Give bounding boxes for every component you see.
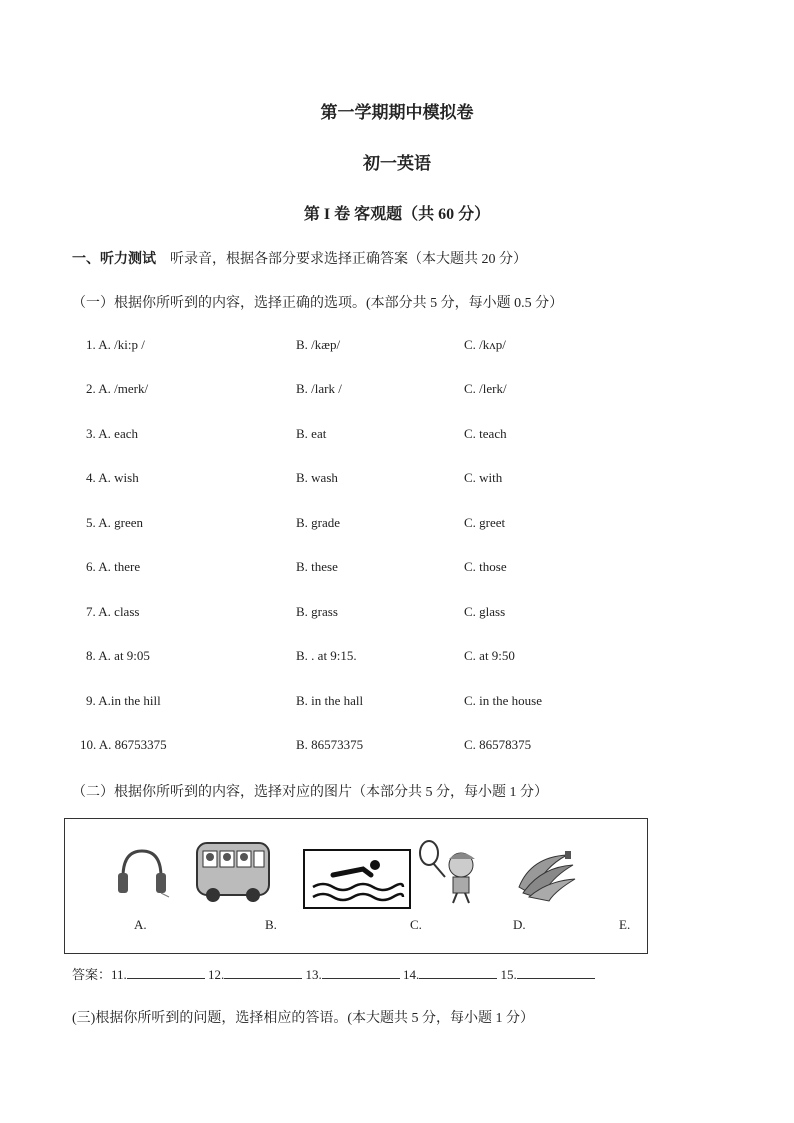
option-a: 10. A. 86753375: [80, 737, 167, 752]
option-a: 6. A. there: [86, 559, 141, 574]
bananas-icon: [511, 847, 579, 903]
tennis-player-icon: [411, 839, 493, 905]
option-b: B. eat: [296, 426, 327, 441]
option-b: B. these: [296, 559, 338, 574]
answer-num: 12.: [208, 967, 225, 982]
section1-heading-bold: 一、听力测试: [72, 252, 156, 267]
picture-label-c: C.: [410, 917, 422, 932]
option-a: 2. A. /merk/: [86, 381, 149, 396]
option-a: 8. A. at 9:05: [86, 648, 150, 663]
school-bus-icon: [193, 837, 273, 905]
option-c: C. greet: [464, 515, 506, 530]
answer-blank[interactable]: [322, 966, 400, 979]
picture-label-b: B.: [265, 917, 277, 932]
option-b: B. /lark /: [296, 381, 342, 396]
exam-title: 第一学期期中模拟卷: [320, 103, 474, 122]
answer-num: 13.: [305, 967, 322, 982]
option-a: 5. A. green: [86, 515, 144, 530]
option-c: C. glass: [464, 604, 506, 619]
headphones-icon: [113, 847, 171, 899]
section1-heading-rest: 听录音，根据各部分要求选择正确答案（本大题共 20 分）: [170, 252, 527, 267]
picture-box: [64, 818, 648, 954]
part2-heading: （二）根据你所听到的内容，选择对应的图片（本部分共 5 分，每小题 1 分）: [72, 785, 548, 800]
option-b: B. wash: [296, 470, 338, 485]
section1-heading: [72, 248, 527, 268]
picture-label-e: E.: [619, 917, 631, 932]
option-c: C. teach: [464, 426, 507, 441]
part3-heading: (三)根据你所听到的问题，选择相应的答语。(本大题共 5 分，每小题 1 分）: [72, 1011, 534, 1026]
option-c: C. at 9:50: [464, 648, 515, 663]
option-c: C. /lerk/: [464, 381, 507, 396]
option-c: C. /kʌp/: [464, 337, 506, 352]
answer-line: [72, 964, 595, 983]
option-a: 7. A. class: [86, 604, 140, 619]
picture-label-d: D.: [513, 917, 526, 932]
answer-num: 14.: [403, 967, 420, 982]
option-c: C. 86578375: [464, 737, 532, 752]
option-a: 1. A. /ki:p /: [86, 337, 145, 352]
option-b: B. /kæp/: [296, 337, 341, 352]
part1-heading: （一）根据你所听到的内容，选择正确的选项。(本部分共 5 分，每小题 0.5 分）: [72, 296, 564, 311]
answer-blank[interactable]: [127, 966, 205, 979]
option-c: C. with: [464, 470, 503, 485]
answer-blank[interactable]: [419, 966, 497, 979]
option-b: B. grade: [296, 515, 341, 530]
option-a: 3. A. each: [86, 426, 138, 441]
option-c: C. those: [464, 559, 507, 574]
picture-label-a: A.: [134, 917, 147, 932]
subject-title: 初一英语: [363, 154, 431, 173]
swimming-icon: [303, 849, 413, 911]
answer-blank[interactable]: [224, 966, 302, 979]
option-b: B. 86573375: [296, 737, 364, 752]
part-title: 第 I 卷 客观题（共 60 分）: [303, 206, 491, 223]
option-c: C. in the house: [464, 693, 542, 708]
option-a: 4. A. wish: [86, 470, 139, 485]
option-a: 9. A.in the hill: [86, 693, 161, 708]
option-b: B. . at 9:15.: [296, 648, 357, 663]
answer-blank[interactable]: [517, 966, 595, 979]
option-b: B. in the hall: [296, 693, 364, 708]
option-b: B. grass: [296, 604, 338, 619]
answer-prefix: 答案：: [72, 967, 112, 982]
answer-num: 11.: [111, 967, 127, 982]
answer-num: 15.: [500, 967, 517, 982]
